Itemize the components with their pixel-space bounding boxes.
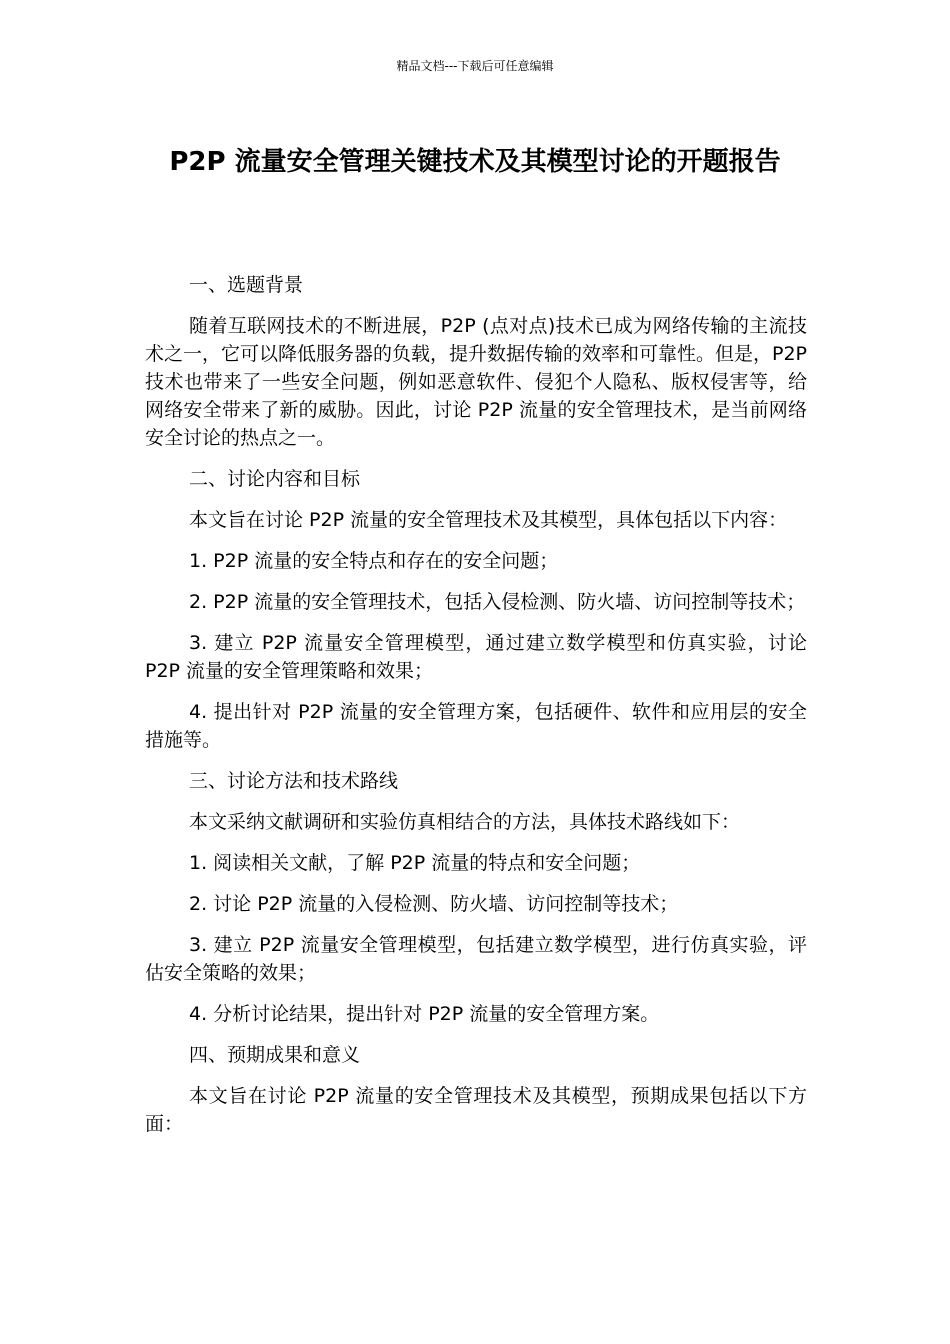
list-item-content-2: 2. P2P 流量的安全管理技术，包括入侵检测、防火墙、访问控制等技术； [189, 591, 806, 613]
list-item-methods-1: 1. 阅读相关文献，了解 P2P 流量的特点和安全问题； [189, 852, 641, 874]
paragraph-background: 随着互联网技术的不断进展，P2P (点对点)技术已成为网络传输的主流技术之一，它可以降低服务器的负载，提升数据传输的效率和可靠性。但是，P2P 技术也带来了一些安全问题，例如恶意软件、侵犯个人隐私、版权侵害等，给网络安全带来了新的威胁。因此，讨论 P2P 流量的安全管理技术，是当前网络安全讨论的热点之一。 [145, 315, 808, 449]
list-item-methods-4: 4. 分析讨论结果，提出针对 P2P 流量的安全管理方案。 [189, 1003, 660, 1025]
document-body [145, 271, 807, 1151]
document-title: P2P 流量安全管理关键技术及其模型讨论的开题报告 [169, 147, 781, 177]
list-item-methods-3: 3. 建立 P2P 流量安全管理模型，包括建立数学模型，进行仿真实验，评估安全策略的效果； [145, 934, 807, 984]
list-item-content-3: 3. 建立 P2P 流量安全管理模型，通过建立数学模型和仿真实验，讨论 P2P 流量的安全管理策略和效果； [145, 632, 807, 682]
list-item-content-4: 4. 提出针对 P2P 流量的安全管理方案，包括硬件、软件和应用层的安全措施等。 [145, 701, 807, 751]
list-item-content-1: 1. P2P 流量的安全特点和存在的安全问题； [189, 550, 559, 572]
paragraph-methods-intro: 本文采纳文献调研和实验仿真相结合的方法，具体技术路线如下： [189, 811, 741, 833]
list-item-methods-2: 2. 讨论 P2P 流量的入侵检测、防火墙、访问控制等技术； [189, 893, 679, 915]
section-heading-content-goals: 二、讨论内容和目标 [189, 468, 361, 490]
header-note: 精品文档---下载后可任意编辑 [396, 59, 554, 73]
paragraph-outcomes-intro: 本文旨在讨论 P2P 流量的安全管理技术及其模型，预期成果包括以下方面： [145, 1085, 807, 1135]
paragraph-content-intro: 本文旨在讨论 P2P 流量的安全管理技术及其模型，具体包括以下内容： [189, 509, 788, 531]
section-heading-outcomes: 四、预期成果和意义 [189, 1044, 361, 1066]
section-heading-background: 一、选题背景 [189, 274, 304, 296]
section-heading-methods: 三、讨论方法和技术路线 [189, 770, 399, 792]
